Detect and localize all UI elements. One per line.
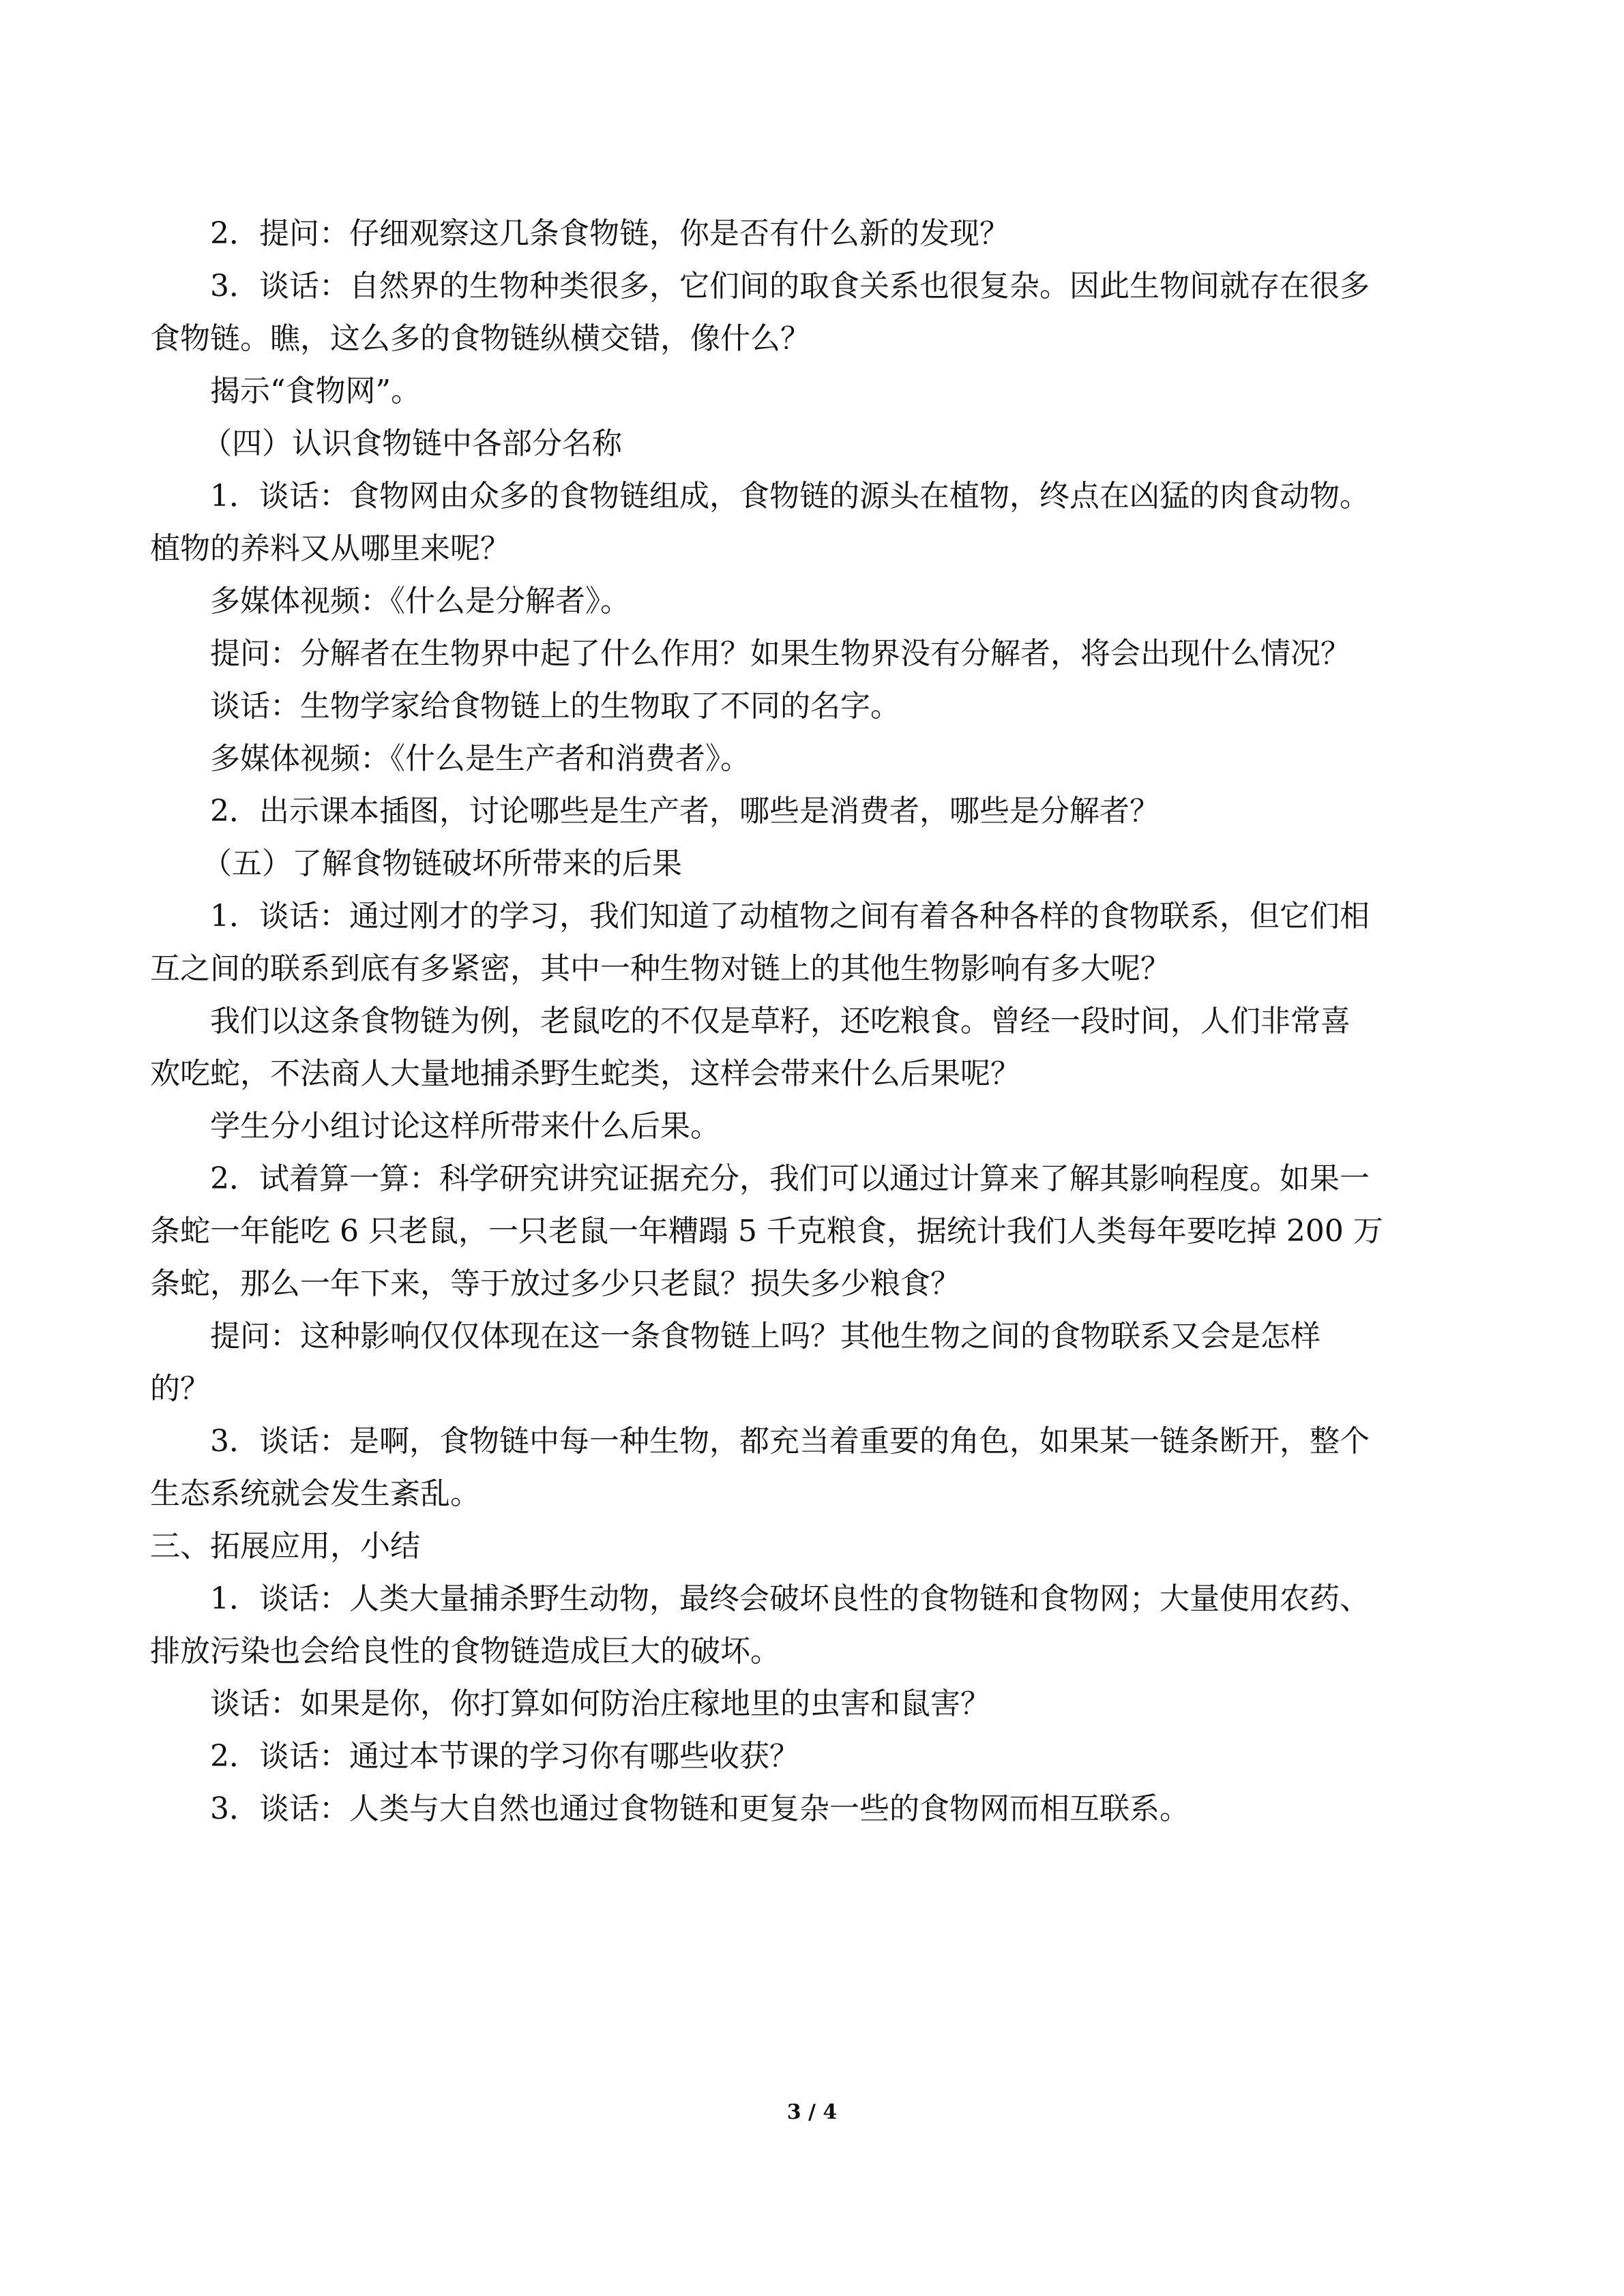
paragraph-line: 食物链。瞧，这么多的食物链纵横交错，像什么？ [150,321,810,356]
paragraph-line: 3．谈话：自然界的生物种类很多，它们间的取食关系也很复杂。因此生物间就存在很多 [210,269,1370,303]
paragraph-line: 生态系统就会发生紊乱。 [150,1476,480,1511]
paragraph-line: 提问：分解者在生物界中起了什么作用？如果生物界没有分解者，将会出现什么情况？ [210,636,1350,671]
paragraph-line: 3．谈话：是啊，食物链中每一种生物，都充当着重要的角色，如果某一链条断开，整个 [210,1424,1370,1459]
paragraph-line: 1．谈话：通过刚才的学习，我们知道了动植物之间有着各种各样的食物联系，但它们相 [210,899,1370,934]
paragraph-line: 2．谈话：通过本节课的学习你有哪些收获？ [210,1739,799,1774]
section-heading: （五）了解食物链破坏所带来的后果 [202,846,682,881]
paragraph-line: 多媒体视频：《什么是分解者》。 [210,584,630,618]
paragraph-line: 2．试着算一算：科学研究讲究证据充分，我们可以通过计算来了解其影响程度。如果一 [210,1161,1370,1196]
paragraph-line: 排放污染也会给良性的食物链造成巨大的破坏。 [150,1634,780,1669]
paragraph-line: 1．谈话：食物网由众多的食物链组成，食物链的源头在植物，终点在凶猛的肉食动物。 [210,479,1370,513]
paragraph-line: 条蛇，那么一年下来，等于放过多少只老鼠？损失多少粮食？ [150,1266,960,1301]
paragraph-line: 互之间的联系到底有多紧密，其中一种生物对链上的其他生物影响有多大呢？ [150,951,1170,986]
paragraph-line: 2．提问：仔细观察这几条食物链，你是否有什么新的发现？ [210,216,1009,251]
paragraph-line: 谈话：生物学家给食物链上的生物取了不同的名字。 [210,689,900,724]
paragraph-line: 3．谈话：人类与大自然也通过食物链和更复杂一些的食物网而相互联系。 [210,1791,1190,1826]
page-number: 3 / 4 [786,2100,838,2124]
document-body [150,207,1477,1835]
section-heading: （四）认识食物链中各部分名称 [202,426,622,461]
section-heading: 三、拓展应用，小结 [150,1529,420,1564]
paragraph-line: 谈话：如果是你，你打算如何防治庄稼地里的虫害和鼠害？ [210,1686,990,1721]
paragraph-line: 我们以这条食物链为例，老鼠吃的不仅是草籽，还吃粮食。曾经一段时间，人们非常喜 [210,1004,1350,1039]
paragraph-line: 植物的养料又从哪里来呢？ [150,531,510,566]
paragraph-line: 学生分小组讨论这样所带来什么后果。 [210,1109,720,1144]
paragraph-line: 欢吃蛇，不法商人大量地捕杀野生蛇类，这样会带来什么后果呢？ [150,1056,1020,1091]
paragraph-line: 多媒体视频：《什么是生产者和消费者》。 [210,741,750,776]
paragraph-line: 2．出示课本插图，讨论哪些是生产者，哪些是消费者，哪些是分解者？ [210,794,1160,829]
paragraph-line: 条蛇一年能吃 6 只老鼠，一只老鼠一年糟蹋 5 千克粮食，据统计我们人类每年要吃掉 200 万 [150,1214,1383,1249]
paragraph-line: 提问：这种影响仅仅体现在这一条食物链上吗？其他生物之间的食物联系又会是怎样 [210,1319,1320,1354]
paragraph-line: 揭示“食物网”。 [210,374,421,408]
paragraph-line: 1．谈话：人类大量捕杀野生动物，最终会破坏良性的食物链和食物网；大量使用农药、 [210,1581,1370,1616]
paragraph-line: 的？ [150,1371,210,1406]
